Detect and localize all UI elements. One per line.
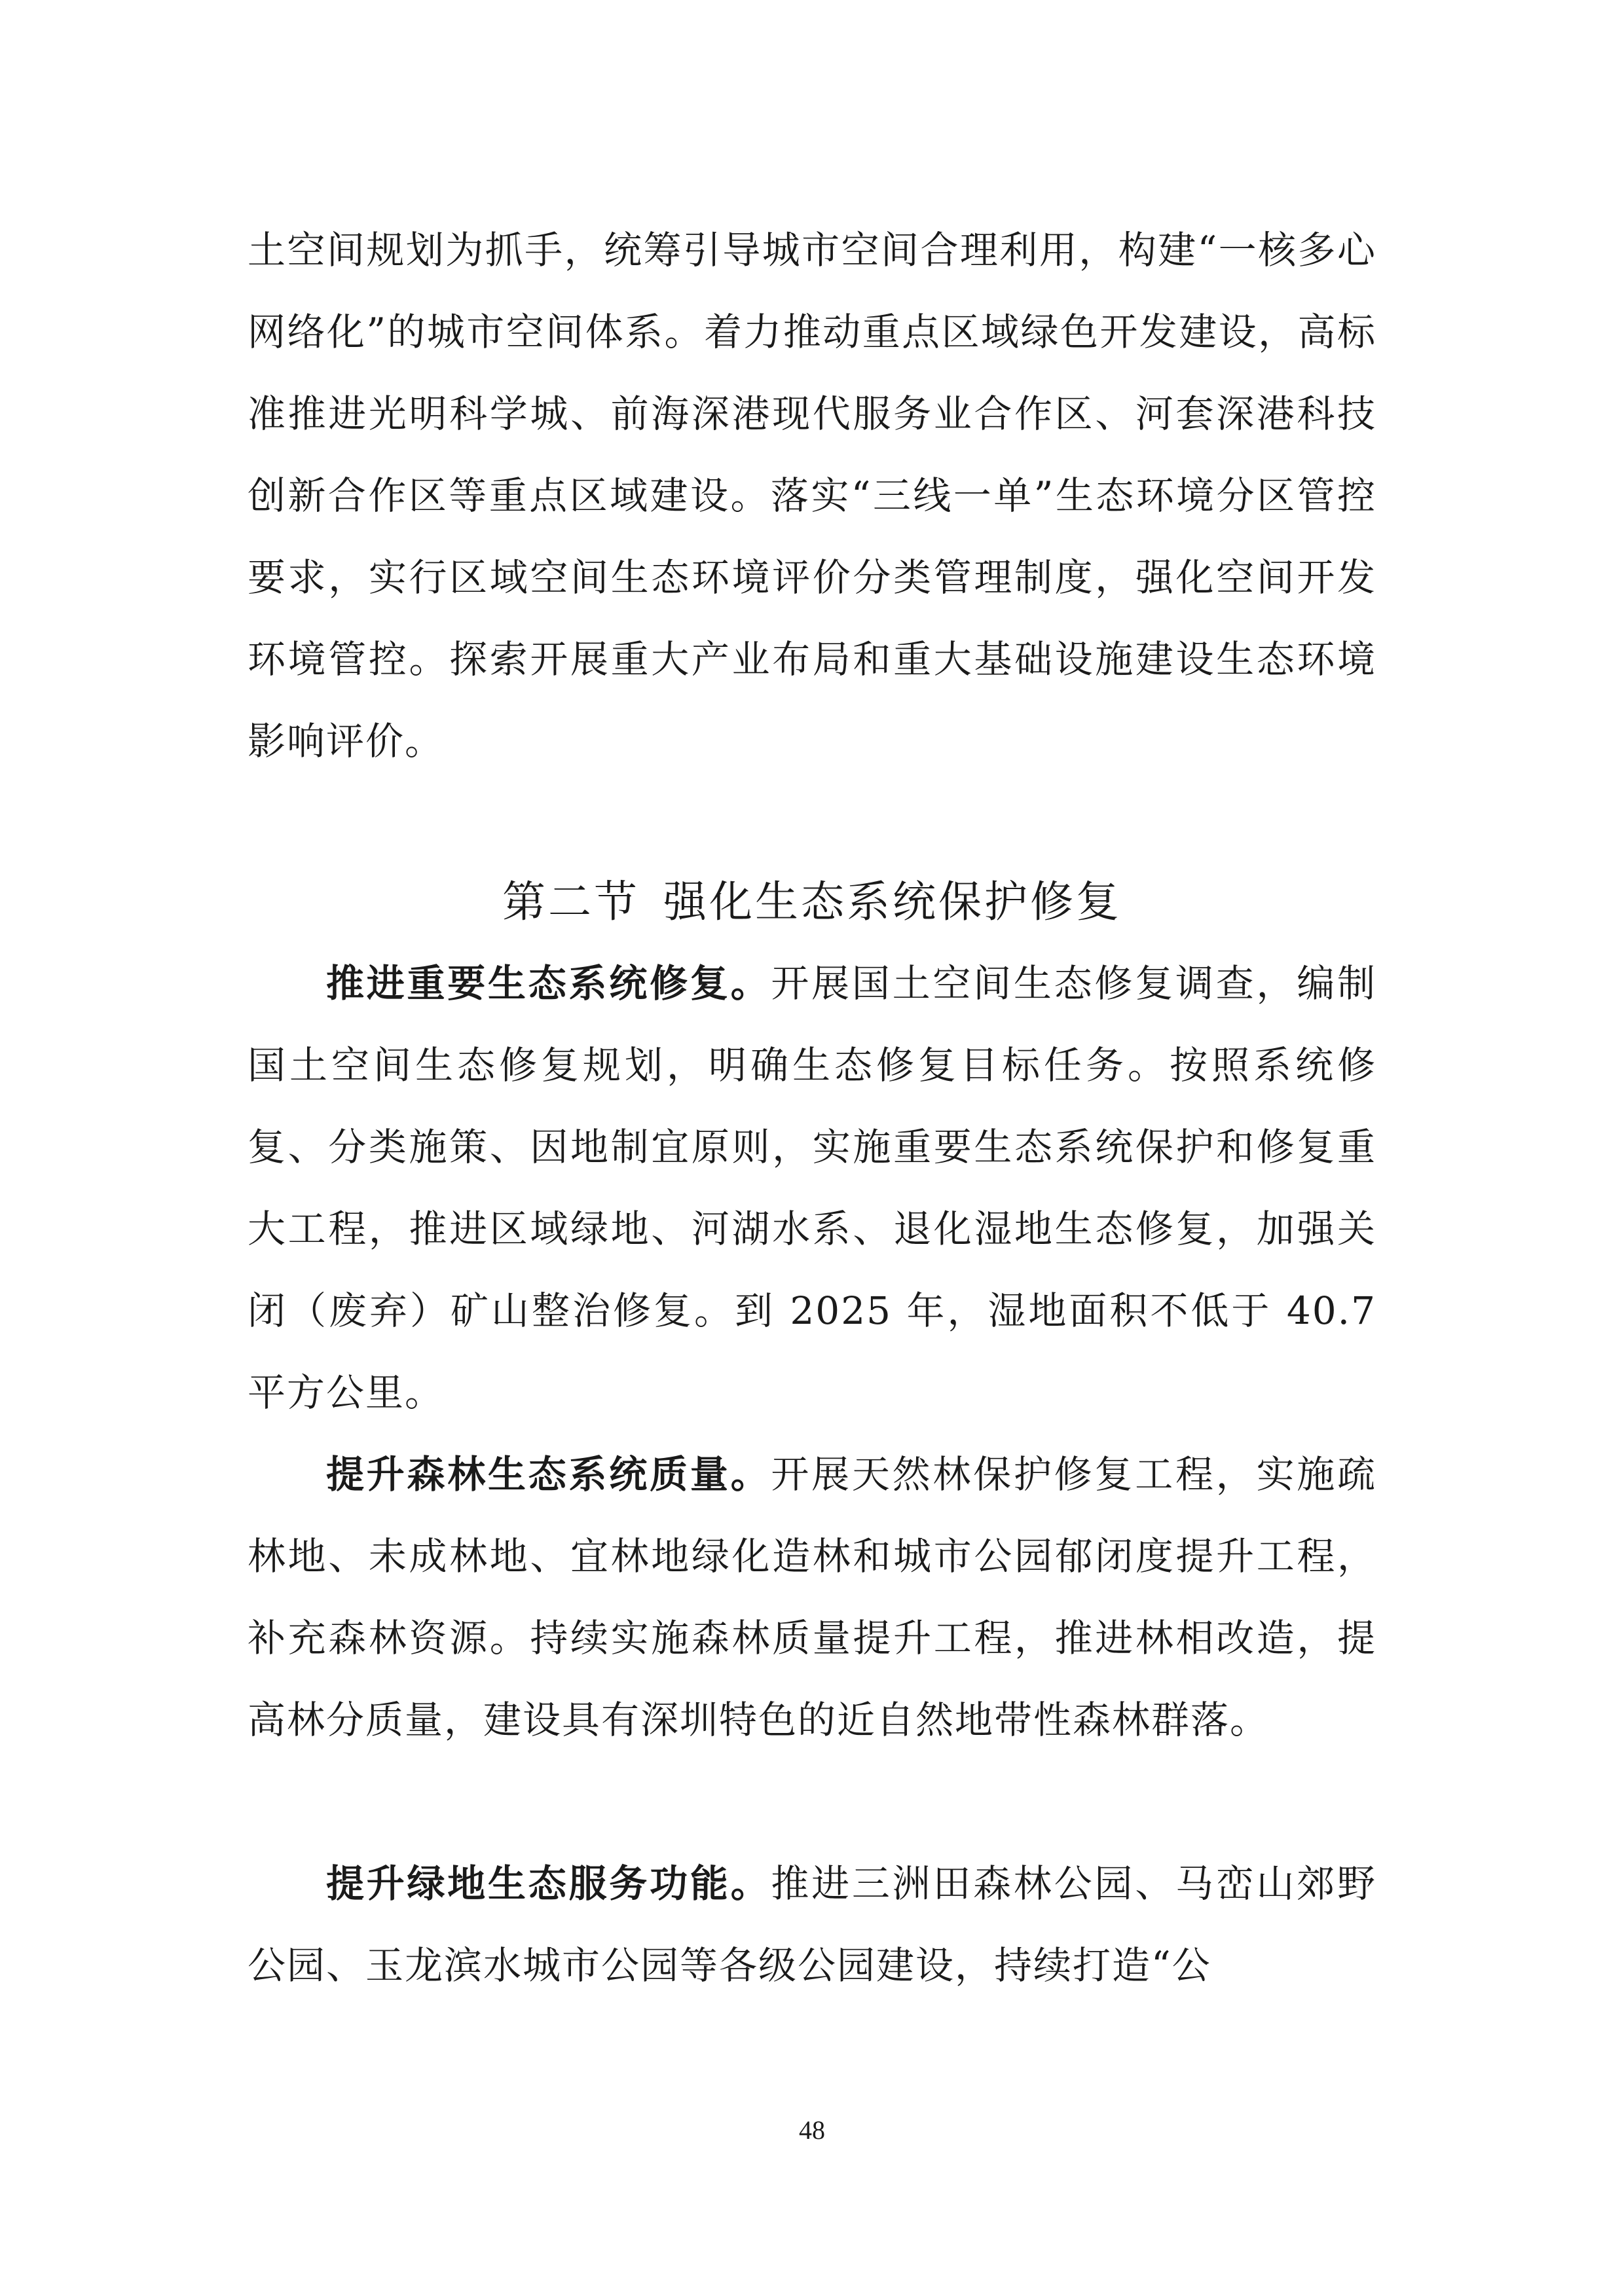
paragraph-text: 开展天然林保护修复工程，实施疏林地、未成林地、宜林地绿化造林和城市公园郁闭度提升工程，补充森林资源。持续实施森林质量提升工程，推进林相改造，提高林分质量，建设具有深圳特色的近自然地带性森林群落。 — [248, 1452, 1376, 1742]
paragraph-forest-quality — [248, 1434, 1376, 1761]
paragraph-lead: 提升森林生态系统质量。 — [326, 1452, 771, 1497]
continued-paragraph: 土空间规划为抓手，统筹引导城市空间合理利用，构建“一核多心网络化”的城市空间体系。着力推动重点区域绿色开发建设，高标准推进光明科学城、前海深港现代服务业合作区、河套深港科技创新合作区等重点区域建设。落实“三线一单”生态环境分区管控要求，实行区域空间生态环境评价分类管理制度，强化空间开发环境管控。探索开展重大产业布局和重大基础设施建设生态环境影响评价。 — [248, 228, 1376, 763]
paragraph-lead: 提升绿地生态服务功能。 — [326, 1861, 771, 1906]
section-title: 强化生态系统保护修复 — [663, 877, 1122, 927]
section-heading — [248, 861, 1376, 943]
section-number: 第二节 — [502, 877, 640, 927]
paragraph-ecosystem-restoration — [248, 943, 1376, 1434]
page-number: 48 — [799, 2115, 825, 2145]
paragraph-lead: 推进重要生态系统修复。 — [326, 961, 771, 1006]
paragraph-text: 开展国土空间生态修复调查，编制国土空间生态修复规划，明确生态修复目标任务。按照系统修复、分类施策、因地制宜原则，实施重要生态系统保护和修复重大工程，推进区域绿地、河湖水系、退化湿地生态修复，加强关闭（废弃）矿山整治修复。到 2025 年，湿地面积不低于 40.7 平方公里。 — [248, 961, 1376, 1415]
paragraph-green-space — [248, 1843, 1376, 2007]
paragraph-text: 推进三洲田森林公园、马峦山郊野公园、玉龙滨水城市公园等各级公园建设，持续打造“公 — [248, 1861, 1376, 1988]
